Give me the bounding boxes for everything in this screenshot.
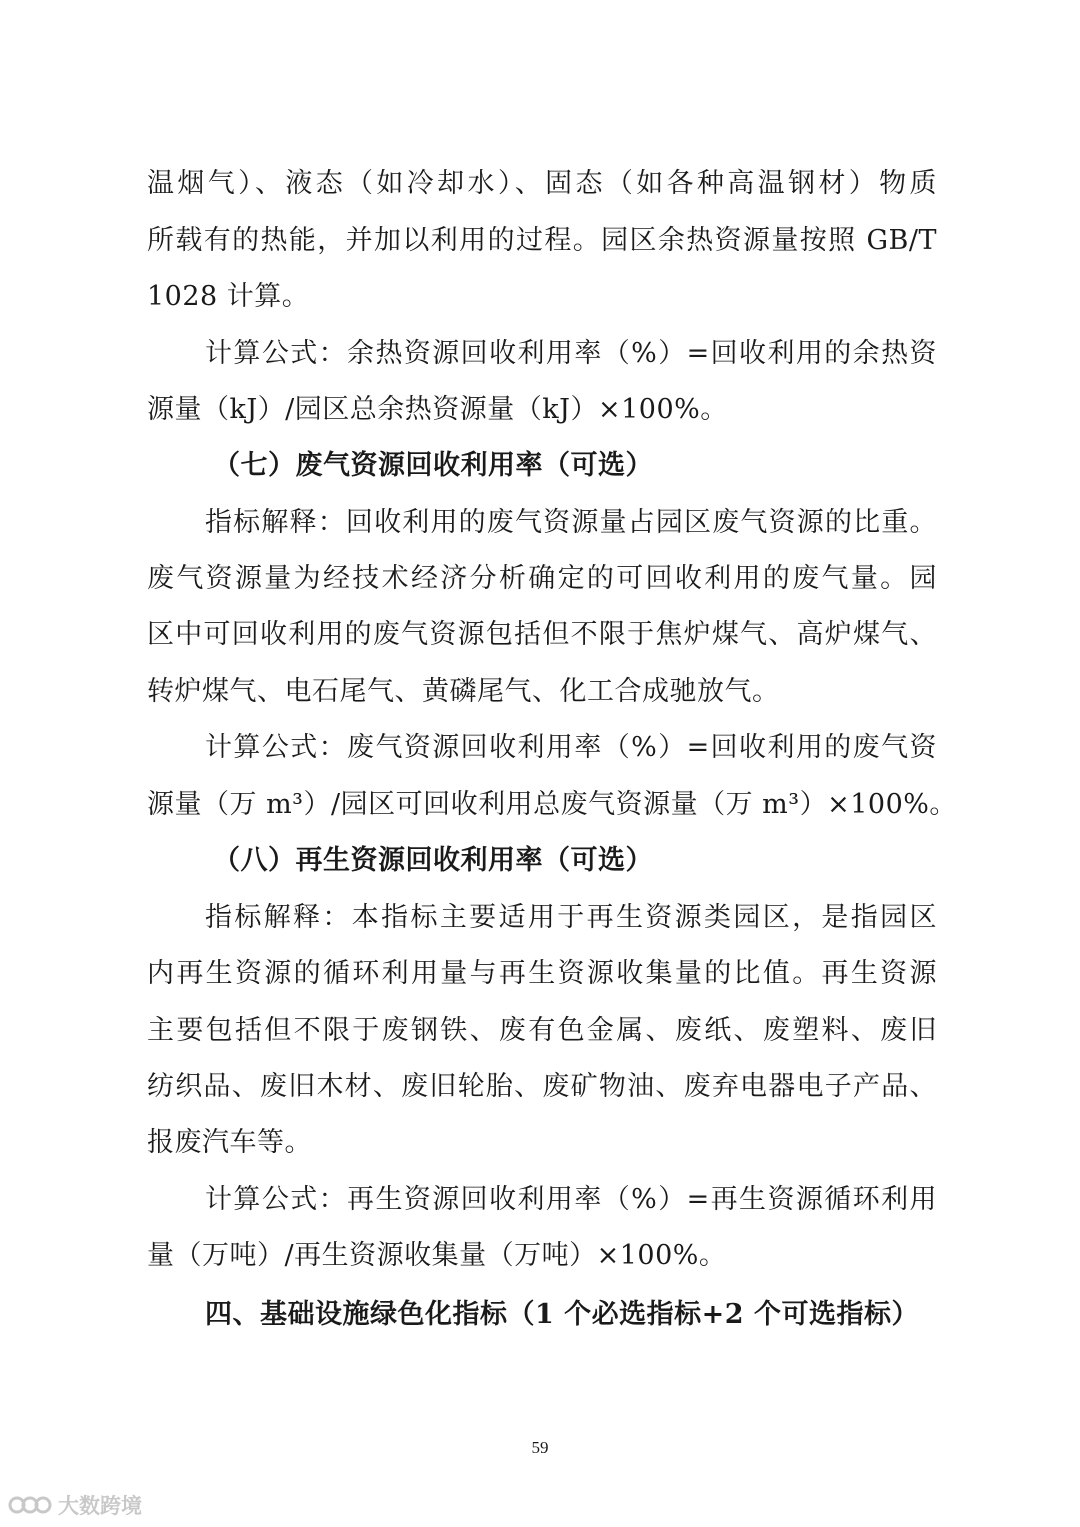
text-line: 指标解释：回收利用的废气资源量占园区废气资源的比重。 [205, 507, 937, 538]
page-number: 59 [531, 1438, 549, 1457]
section-heading-7: （七）废气资源回收利用率（可选） [213, 450, 653, 481]
text-line: 内再生资源的循环利用量与再生资源收集量的比值。再生资源 [147, 958, 937, 989]
formula-line: 计算公式：余热资源回收利用率（%）=回收利用的余热资 [205, 338, 937, 369]
text-line: 废气资源量为经技术经济分析确定的可回收利用的废气量。园 [147, 563, 937, 594]
text-line: 量（万吨）/再生资源收集量（万吨）×100%。 [147, 1240, 727, 1271]
watermark [8, 1490, 142, 1520]
text-line: 主要包括但不限于废钢铁、废有色金属、废纸、废塑料、废旧 [147, 1015, 937, 1046]
text-line: 温烟气）、液态（如冷却水）、固态（如各种高温钢材）物质 [147, 168, 937, 199]
formula-line: 计算公式：再生资源回收利用率（%）=再生资源循环利用 [205, 1184, 937, 1215]
watermark-text: 大数跨境 [58, 1494, 142, 1518]
section-heading-8: （八）再生资源回收利用率（可选） [213, 845, 653, 876]
text-line: 报废汽车等。 [147, 1127, 312, 1158]
text-line: 源量（kJ）/园区总余热资源量（kJ）×100%。 [147, 394, 728, 425]
text-line: 转炉煤气、电石尾气、黄磷尾气、化工合成驰放气。 [147, 676, 780, 707]
text-line: 指标解释：本指标主要适用于再生资源类园区，是指园区 [205, 902, 937, 933]
watermark-logo-icon [8, 1492, 52, 1518]
text-line: 纺织品、废旧木材、废旧轮胎、废矿物油、废弃电器电子产品、 [147, 1071, 937, 1102]
text-line: 1028 计算。 [147, 281, 310, 312]
text-line: 源量（万 m³）/园区可回收利用总废气资源量（万 m³）×100%。 [147, 789, 957, 820]
text-line: 区中可回收利用的废气资源包括但不限于焦炉煤气、高炉煤气、 [147, 619, 937, 650]
chapter-heading-4: 四、基础设施绿色化指标（1 个必选指标+2 个可选指标） [205, 1299, 919, 1330]
formula-line: 计算公式：废气资源回收利用率（%）=回收利用的废气资 [205, 732, 937, 763]
text-line: 所载有的热能，并加以利用的过程。园区余热资源量按照 GB/T [147, 225, 937, 256]
